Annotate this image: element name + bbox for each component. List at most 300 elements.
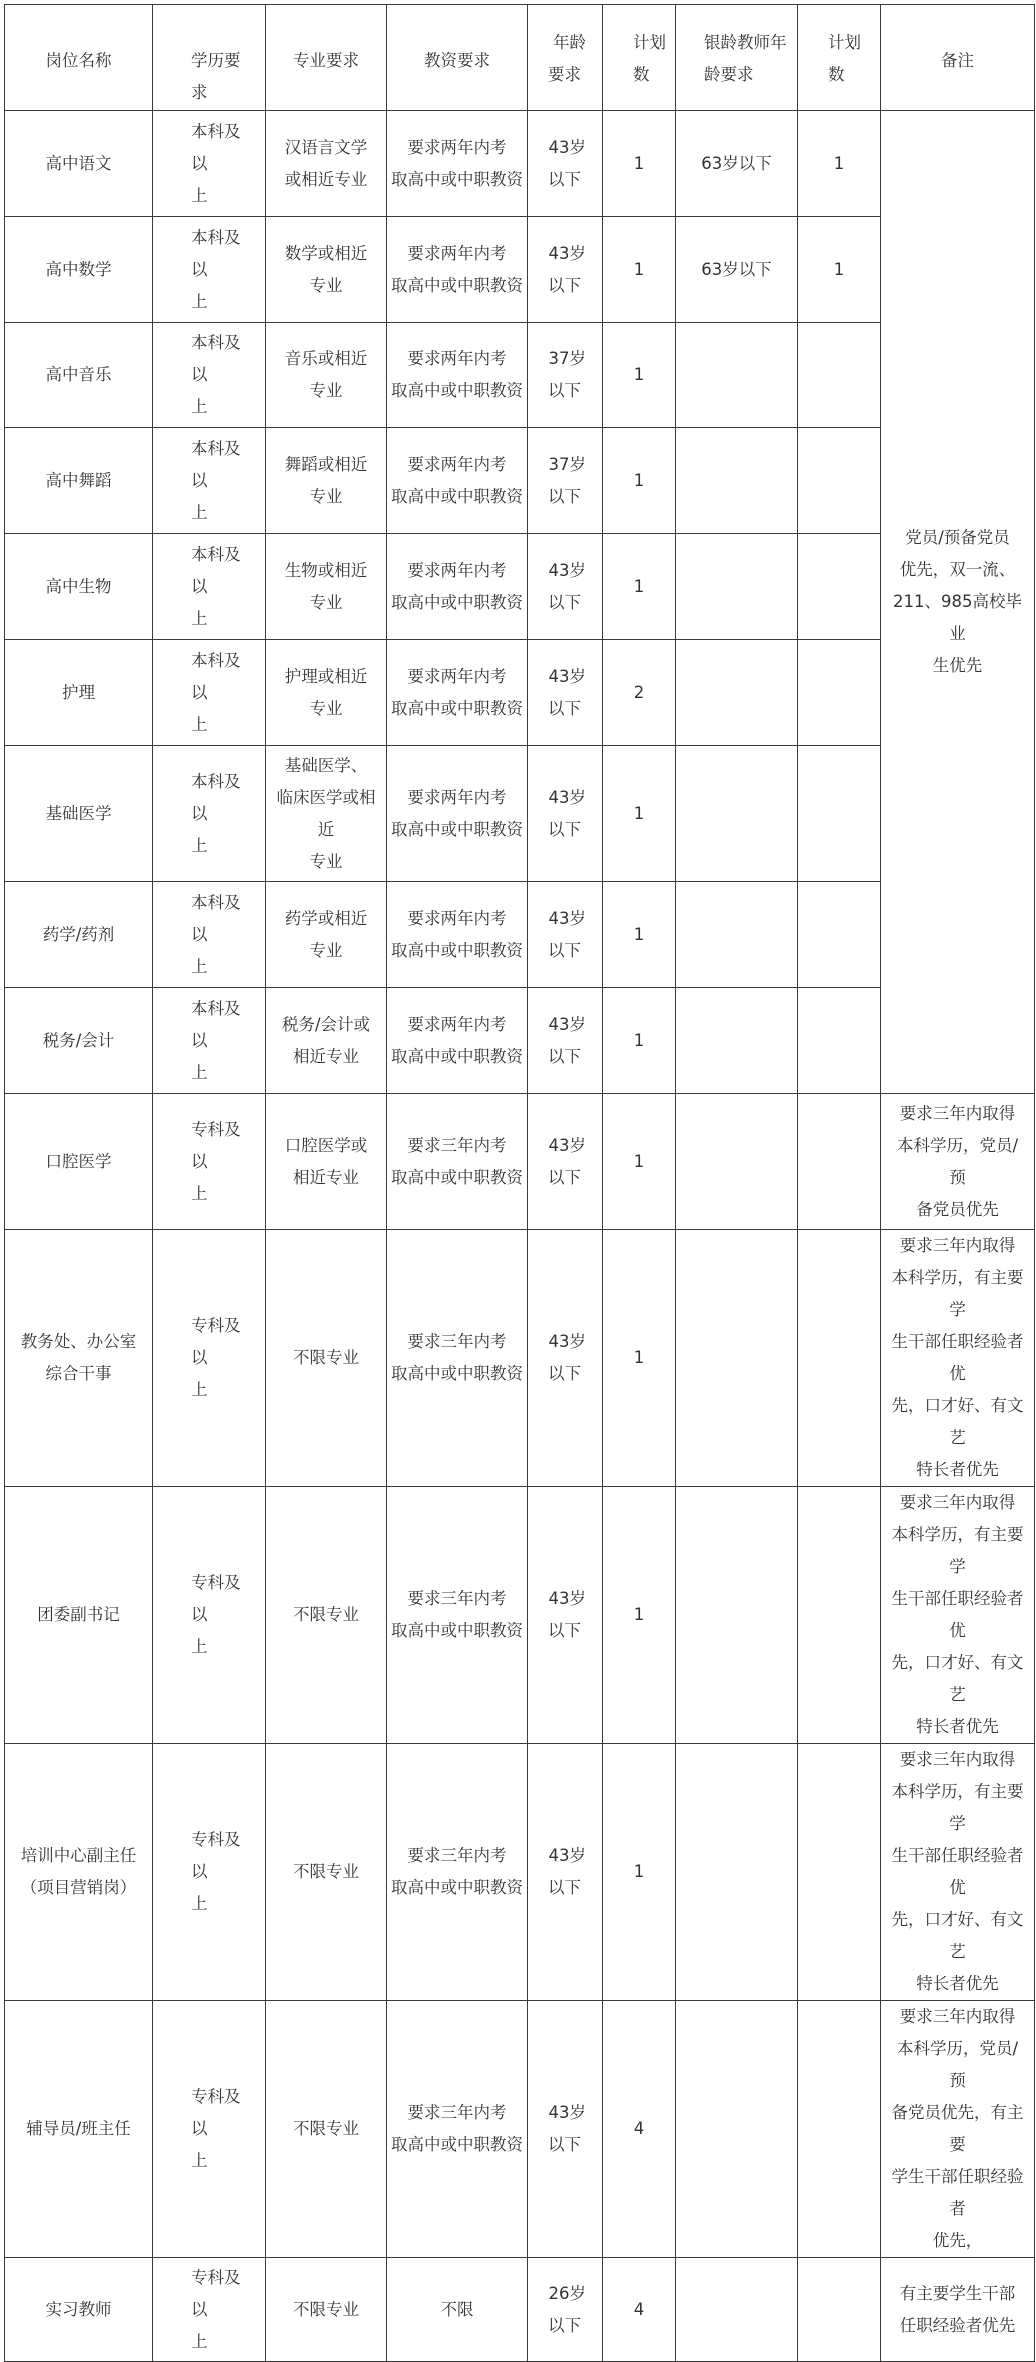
cell-line: 211、985高校毕业	[893, 592, 1022, 643]
cell-major	[266, 882, 387, 988]
table-row	[5, 1230, 1035, 1487]
header-senior-age: 银龄教师年 龄要求	[676, 5, 798, 111]
cell-line: 专业	[309, 381, 343, 400]
header-note: 备注	[881, 5, 1035, 111]
cell-education	[153, 2258, 266, 2362]
cell-line: 专科及以	[191, 2087, 241, 2138]
table-row	[5, 1094, 1035, 1230]
table-row	[5, 2001, 1035, 2258]
cell-senior-age	[676, 1230, 798, 1487]
cell-line: 税务/会计或	[281, 1014, 371, 1034]
cell-position	[5, 1744, 153, 2001]
cell-line: 要求三年内考	[407, 1589, 507, 1608]
cell-line: 43岁	[548, 137, 586, 157]
cell-line: 舞蹈或相近	[284, 454, 368, 474]
cell-line: 取高中或中职教资	[391, 1621, 523, 1640]
cell-plan: 1	[603, 1230, 676, 1487]
table-row	[5, 1744, 1035, 2001]
cell-senior-plan: 1	[798, 111, 881, 217]
cell-major	[266, 1094, 387, 1230]
cell-line: 高中音乐	[45, 365, 112, 384]
cell-senior-plan	[798, 2001, 881, 2258]
cell-line: 上	[191, 1380, 208, 1399]
cell-line: 口腔医学或	[284, 1135, 368, 1155]
cell-line: 先，口才好、有文艺	[891, 1653, 1024, 1704]
cell-line: 或相近专业	[284, 169, 368, 189]
cell-line: 43岁	[548, 787, 586, 807]
cell-position	[5, 640, 153, 746]
cell-line: 特长者优先	[916, 1460, 999, 1479]
cell-teacher-cert	[387, 1094, 528, 1230]
cell-position	[5, 882, 153, 988]
cell-education	[153, 1487, 266, 1744]
cell-line: 本科及以	[191, 333, 241, 384]
header-position: 岗位名称	[5, 5, 153, 111]
cell-line: 以下	[548, 819, 581, 839]
cell-senior-plan	[798, 640, 881, 746]
cell-education	[153, 746, 266, 882]
header-teacher-cert: 教资要求	[387, 5, 528, 111]
cell-line: 上	[191, 2151, 208, 2170]
cell-line: 取高中或中职教资	[391, 169, 523, 189]
cell-major	[266, 746, 387, 882]
cell-line: 生优先	[932, 656, 983, 675]
cell-age	[528, 1230, 603, 1487]
table-row	[5, 640, 1035, 746]
cell-education	[153, 640, 266, 746]
cell-senior-age: 63岁以下	[676, 217, 798, 323]
cell-line: 生干部任职经验者优	[891, 1332, 1024, 1383]
table-row	[5, 323, 1035, 428]
cell-line: 相近专业	[293, 1167, 359, 1187]
cell-senior-age	[676, 2001, 798, 2258]
cell-line: 要求三年内考	[407, 1846, 507, 1865]
cell-senior-plan	[798, 746, 881, 882]
cell-line: 取高中或中职教资	[391, 592, 523, 612]
cell-major	[266, 2258, 387, 2362]
cell-line: 上	[191, 397, 208, 416]
cell-line: 高中舞蹈	[45, 470, 112, 490]
cell-teacher-cert	[387, 323, 528, 428]
cell-line: 要求两年内考	[407, 349, 507, 368]
cell-note	[881, 2001, 1035, 2258]
cell-line: 以下	[548, 1364, 581, 1383]
cell-age	[528, 2001, 603, 2258]
cell-line: 上	[191, 185, 208, 205]
cell-position	[5, 2001, 153, 2258]
cell-teacher-cert	[387, 988, 528, 1094]
cell-teacher-cert	[387, 1230, 528, 1487]
cell-plan: 1	[603, 746, 676, 882]
cell-line: 43岁	[548, 1589, 586, 1608]
cell-senior-age	[676, 988, 798, 1094]
cell-line: 以下	[548, 1046, 581, 1066]
cell-teacher-cert	[387, 1744, 528, 2001]
cell-teacher-cert	[387, 111, 528, 217]
cell-position	[5, 1230, 153, 1487]
table-row	[5, 217, 1035, 323]
cell-note-merged	[881, 111, 1035, 1094]
header-age: 年龄 要求	[528, 5, 603, 111]
cell-line: 以下	[548, 698, 581, 718]
cell-teacher-cert	[387, 2001, 528, 2258]
cell-line: 上	[191, 956, 208, 976]
cell-line: 上	[191, 2331, 208, 2351]
cell-line: 特长者优先	[916, 1974, 999, 1993]
cell-line: 上	[191, 502, 208, 522]
cell-note	[881, 1230, 1035, 1487]
cell-education	[153, 323, 266, 428]
cell-line: 要求两年内考	[407, 908, 507, 928]
cell-line: 实习教师	[45, 2299, 112, 2319]
cell-line: 数学或相近	[284, 243, 368, 263]
table-row	[5, 988, 1035, 1094]
cell-age	[528, 428, 603, 534]
cell-line: 专科及以	[191, 2267, 241, 2319]
cell-line: 不限专业	[293, 1605, 359, 1624]
header-senior-plan: 计划 数	[798, 5, 881, 111]
cell-line: 本科及以	[191, 438, 241, 490]
header-row	[5, 5, 1035, 111]
cell-line: 备党员优先	[916, 1199, 999, 1219]
cell-age	[528, 882, 603, 988]
cell-education	[153, 534, 266, 640]
cell-age	[528, 217, 603, 323]
cell-note	[881, 1094, 1035, 1230]
cell-line: 要求两年内考	[407, 666, 507, 686]
cell-line: 43岁	[548, 1135, 586, 1155]
cell-line: 以下	[548, 275, 581, 295]
cell-plan: 1	[603, 323, 676, 428]
cell-line: 本科及以	[191, 892, 241, 944]
cell-education	[153, 1094, 266, 1230]
cell-line: 要求三年内取得	[899, 1750, 1016, 1769]
cell-line: 要求三年内取得	[899, 2007, 1016, 2026]
cell-senior-plan: 1	[798, 217, 881, 323]
cell-senior-age	[676, 323, 798, 428]
cell-line: 辅导员/班主任	[26, 2119, 131, 2138]
cell-line: 教务处、办公室	[20, 1332, 137, 1351]
cell-line: 要求三年内考	[407, 1135, 507, 1155]
table-row	[5, 111, 1035, 217]
cell-age	[528, 1487, 603, 1744]
cell-line: 43岁	[548, 1846, 586, 1865]
cell-plan: 1	[603, 534, 676, 640]
cell-major	[266, 428, 387, 534]
cell-senior-plan	[798, 323, 881, 428]
cell-line: 上	[191, 608, 208, 628]
cell-line: 有主要学生干部	[899, 2283, 1016, 2303]
cell-position	[5, 428, 153, 534]
cell-line: 团委副书记	[37, 1605, 120, 1624]
cell-line: 取高中或中职教资	[391, 698, 523, 718]
cell-line: 相近专业	[293, 1046, 359, 1066]
cell-line: 本科及以	[191, 227, 241, 279]
cell-major	[266, 111, 387, 217]
cell-education	[153, 988, 266, 1094]
cell-senior-plan	[798, 1744, 881, 2001]
cell-education	[153, 111, 266, 217]
cell-plan: 1	[603, 1487, 676, 1744]
cell-major	[266, 2001, 387, 2258]
table-row	[5, 746, 1035, 882]
cell-line: 要求三年内取得	[899, 1236, 1016, 1255]
cell-line: 专科及以	[191, 1830, 241, 1881]
cell-line: 培训中心副主任	[20, 1846, 137, 1865]
cell-plan: 1	[603, 428, 676, 534]
cell-line: 生干部任职经验者优	[891, 1589, 1024, 1640]
cell-education	[153, 428, 266, 534]
cell-line: 37岁	[548, 349, 586, 368]
cell-line: 要求两年内考	[407, 137, 507, 157]
cell-plan: 1	[603, 882, 676, 988]
cell-line: 要求两年内考	[407, 787, 507, 807]
cell-line: 以下	[548, 940, 581, 960]
cell-teacher-cert	[387, 534, 528, 640]
cell-age	[528, 2258, 603, 2362]
cell-line: 专业	[309, 486, 343, 506]
cell-line: 要求两年内考	[407, 243, 507, 263]
cell-line: 取高中或中职教资	[391, 819, 523, 839]
cell-plan: 1	[603, 1744, 676, 2001]
cell-plan: 2	[603, 640, 676, 746]
cell-line: 高中生物	[45, 576, 112, 596]
cell-line: 要求两年内考	[407, 560, 507, 580]
cell-line: 上	[191, 1062, 208, 1082]
cell-line: 上	[191, 1894, 208, 1913]
cell-line: 上	[191, 291, 208, 311]
cell-line: 取高中或中职教资	[391, 1046, 523, 1066]
cell-major	[266, 1230, 387, 1487]
cell-line: 汉语言文学	[284, 137, 368, 157]
cell-position	[5, 534, 153, 640]
cell-senior-age	[676, 746, 798, 882]
cell-line: 不限专业	[293, 1862, 359, 1881]
cell-line: 以下	[548, 592, 581, 612]
cell-position	[5, 746, 153, 882]
cell-line: 专科及以	[191, 1119, 241, 1171]
cell-senior-plan	[798, 534, 881, 640]
cell-line: 综合干事	[45, 1364, 112, 1383]
cell-teacher-cert	[387, 217, 528, 323]
cell-senior-age	[676, 428, 798, 534]
cell-teacher-cert	[387, 746, 528, 882]
cell-senior-age	[676, 1094, 798, 1230]
header-plan: 计划 数	[603, 5, 676, 111]
cell-line: 取高中或中职教资	[391, 940, 523, 960]
cell-senior-plan	[798, 2258, 881, 2362]
cell-education	[153, 882, 266, 988]
cell-note	[881, 2258, 1035, 2362]
cell-education	[153, 1230, 266, 1487]
cell-line: 专科及以	[191, 1573, 241, 1624]
cell-teacher-cert	[387, 428, 528, 534]
cell-education	[153, 2001, 266, 2258]
cell-senior-plan	[798, 882, 881, 988]
cell-line: 音乐或相近	[284, 349, 368, 368]
cell-line: 37岁	[548, 454, 586, 474]
cell-line: 以下	[548, 1621, 581, 1640]
cell-senior-plan	[798, 1094, 881, 1230]
cell-line: 本科及以	[191, 544, 241, 596]
cell-senior-age	[676, 640, 798, 746]
cell-line: 上	[191, 835, 208, 855]
cell-line: 本科学历，有主要学	[891, 1525, 1024, 1576]
cell-line: 本科学历，党员/预	[896, 2039, 1019, 2090]
cell-line: 上	[191, 1637, 208, 1656]
cell-line: 护理或相近	[284, 666, 368, 686]
cell-teacher-cert	[387, 1487, 528, 1744]
cell-line: 党员/预备党员	[905, 528, 1010, 547]
cell-teacher-cert	[387, 640, 528, 746]
cell-plan: 1	[603, 111, 676, 217]
cell-line: 优先，双一流、	[899, 560, 1016, 579]
cell-line: 本科及以	[191, 998, 241, 1050]
cell-line: 取高中或中职教资	[391, 275, 523, 295]
cell-education	[153, 1744, 266, 2001]
cell-line: 药学/药剂	[42, 924, 115, 944]
cell-senior-plan	[798, 428, 881, 534]
cell-senior-age	[676, 1487, 798, 1744]
table-row	[5, 1487, 1035, 1744]
table-row	[5, 534, 1035, 640]
cell-line: 以下	[548, 2135, 581, 2154]
cell-line: 取高中或中职教资	[391, 1878, 523, 1897]
cell-senior-plan	[798, 1230, 881, 1487]
cell-senior-age	[676, 2258, 798, 2362]
cell-senior-age	[676, 534, 798, 640]
cell-line: 本科及以	[191, 771, 241, 823]
cell-note	[881, 1744, 1035, 2001]
cell-plan: 1	[603, 1094, 676, 1230]
cell-line: 先，口才好、有文艺	[891, 1396, 1024, 1447]
cell-age	[528, 1744, 603, 2001]
recruitment-table	[4, 4, 1035, 2362]
cell-age	[528, 323, 603, 428]
cell-line: 专科及以	[191, 1316, 241, 1367]
cell-line: 43岁	[548, 1014, 586, 1034]
table-row	[5, 882, 1035, 988]
cell-line: 以下	[548, 1167, 581, 1187]
cell-major	[266, 323, 387, 428]
cell-line: 取高中或中职教资	[391, 1364, 523, 1383]
cell-line: 要求两年内考	[407, 1014, 507, 1034]
cell-senior-age: 63岁以下	[676, 111, 798, 217]
cell-line: 本科学历，有主要学	[891, 1782, 1024, 1833]
cell-line: 要求三年内取得	[899, 1493, 1016, 1512]
cell-line: 学生干部任职经验者	[891, 2167, 1024, 2218]
cell-line: 以下	[548, 1878, 581, 1897]
cell-line: 本科及以	[191, 650, 241, 702]
cell-line: 本科学历，有主要学	[891, 1268, 1024, 1319]
cell-line: 取高中或中职教资	[391, 1167, 523, 1187]
cell-senior-plan	[798, 988, 881, 1094]
cell-plan: 1	[603, 988, 676, 1094]
cell-line: 专业	[309, 592, 343, 612]
cell-line: 43岁	[548, 560, 586, 580]
header-education: 学历要求	[153, 5, 266, 111]
cell-line: 高中数学	[45, 259, 112, 279]
cell-line: 不限	[440, 2299, 474, 2319]
cell-line: 不限专业	[293, 2299, 359, 2319]
cell-note	[881, 1487, 1035, 1744]
cell-age	[528, 1094, 603, 1230]
cell-major	[266, 1744, 387, 2001]
cell-line: 要求三年内考	[407, 1332, 507, 1351]
cell-plan: 4	[603, 2001, 676, 2258]
cell-line: 以下	[548, 381, 581, 400]
table-row	[5, 428, 1035, 534]
cell-age	[528, 534, 603, 640]
cell-line: 上	[191, 1183, 208, 1203]
cell-senior-age	[676, 882, 798, 988]
cell-line: 专业	[309, 940, 343, 960]
cell-line: 不限专业	[293, 1348, 359, 1367]
cell-major	[266, 217, 387, 323]
cell-line: 临床医学或相近	[276, 787, 376, 839]
cell-line: 生物或相近	[284, 560, 368, 580]
cell-position	[5, 217, 153, 323]
cell-line: 43岁	[548, 666, 586, 686]
cell-position	[5, 323, 153, 428]
cell-age	[528, 746, 603, 882]
cell-major	[266, 640, 387, 746]
cell-age	[528, 640, 603, 746]
cell-position	[5, 2258, 153, 2362]
cell-line: 以下	[548, 2315, 581, 2335]
cell-line: 本科学历，党员/预	[896, 1135, 1019, 1187]
cell-line: 专业	[309, 698, 343, 718]
cell-line: 26岁	[548, 2283, 586, 2303]
cell-line: 取高中或中职教资	[391, 486, 523, 506]
cell-plan: 1	[603, 217, 676, 323]
cell-line: 取高中或中职教资	[391, 381, 523, 400]
header-major: 专业要求	[266, 5, 387, 111]
cell-position	[5, 988, 153, 1094]
cell-line: 以下	[548, 486, 581, 506]
cell-line: 43岁	[548, 243, 586, 263]
cell-line: 43岁	[548, 2103, 586, 2122]
cell-line: 药学或相近	[284, 908, 368, 928]
cell-teacher-cert	[387, 2258, 528, 2362]
cell-line: 基础医学、	[284, 755, 368, 775]
cell-line: 生干部任职经验者优	[891, 1846, 1024, 1897]
cell-line: 先，口才好、有文艺	[891, 1910, 1024, 1961]
cell-line: 高中语文	[45, 153, 112, 173]
cell-senior-age	[676, 1744, 798, 2001]
cell-senior-plan	[798, 1487, 881, 1744]
cell-line: 税务/会计	[42, 1030, 115, 1050]
cell-major	[266, 988, 387, 1094]
cell-line: 任职经验者优先	[899, 2315, 1016, 2335]
cell-line: 要求两年内考	[407, 454, 507, 474]
cell-line: 专业	[309, 275, 343, 295]
cell-line: 上	[191, 714, 208, 734]
cell-major	[266, 1487, 387, 1744]
cell-position	[5, 111, 153, 217]
cell-line: 基础医学	[45, 803, 112, 823]
cell-age	[528, 111, 603, 217]
cell-line: 优先，	[932, 2231, 983, 2250]
cell-line: 专业	[309, 851, 343, 871]
cell-line: 口腔医学	[45, 1151, 112, 1171]
cell-line: 要求三年内取得	[899, 1103, 1016, 1123]
cell-position	[5, 1094, 153, 1230]
cell-age	[528, 988, 603, 1094]
cell-plan: 4	[603, 2258, 676, 2362]
cell-line: 本科及以	[191, 121, 241, 173]
cell-line: 要求三年内考	[407, 2103, 507, 2122]
